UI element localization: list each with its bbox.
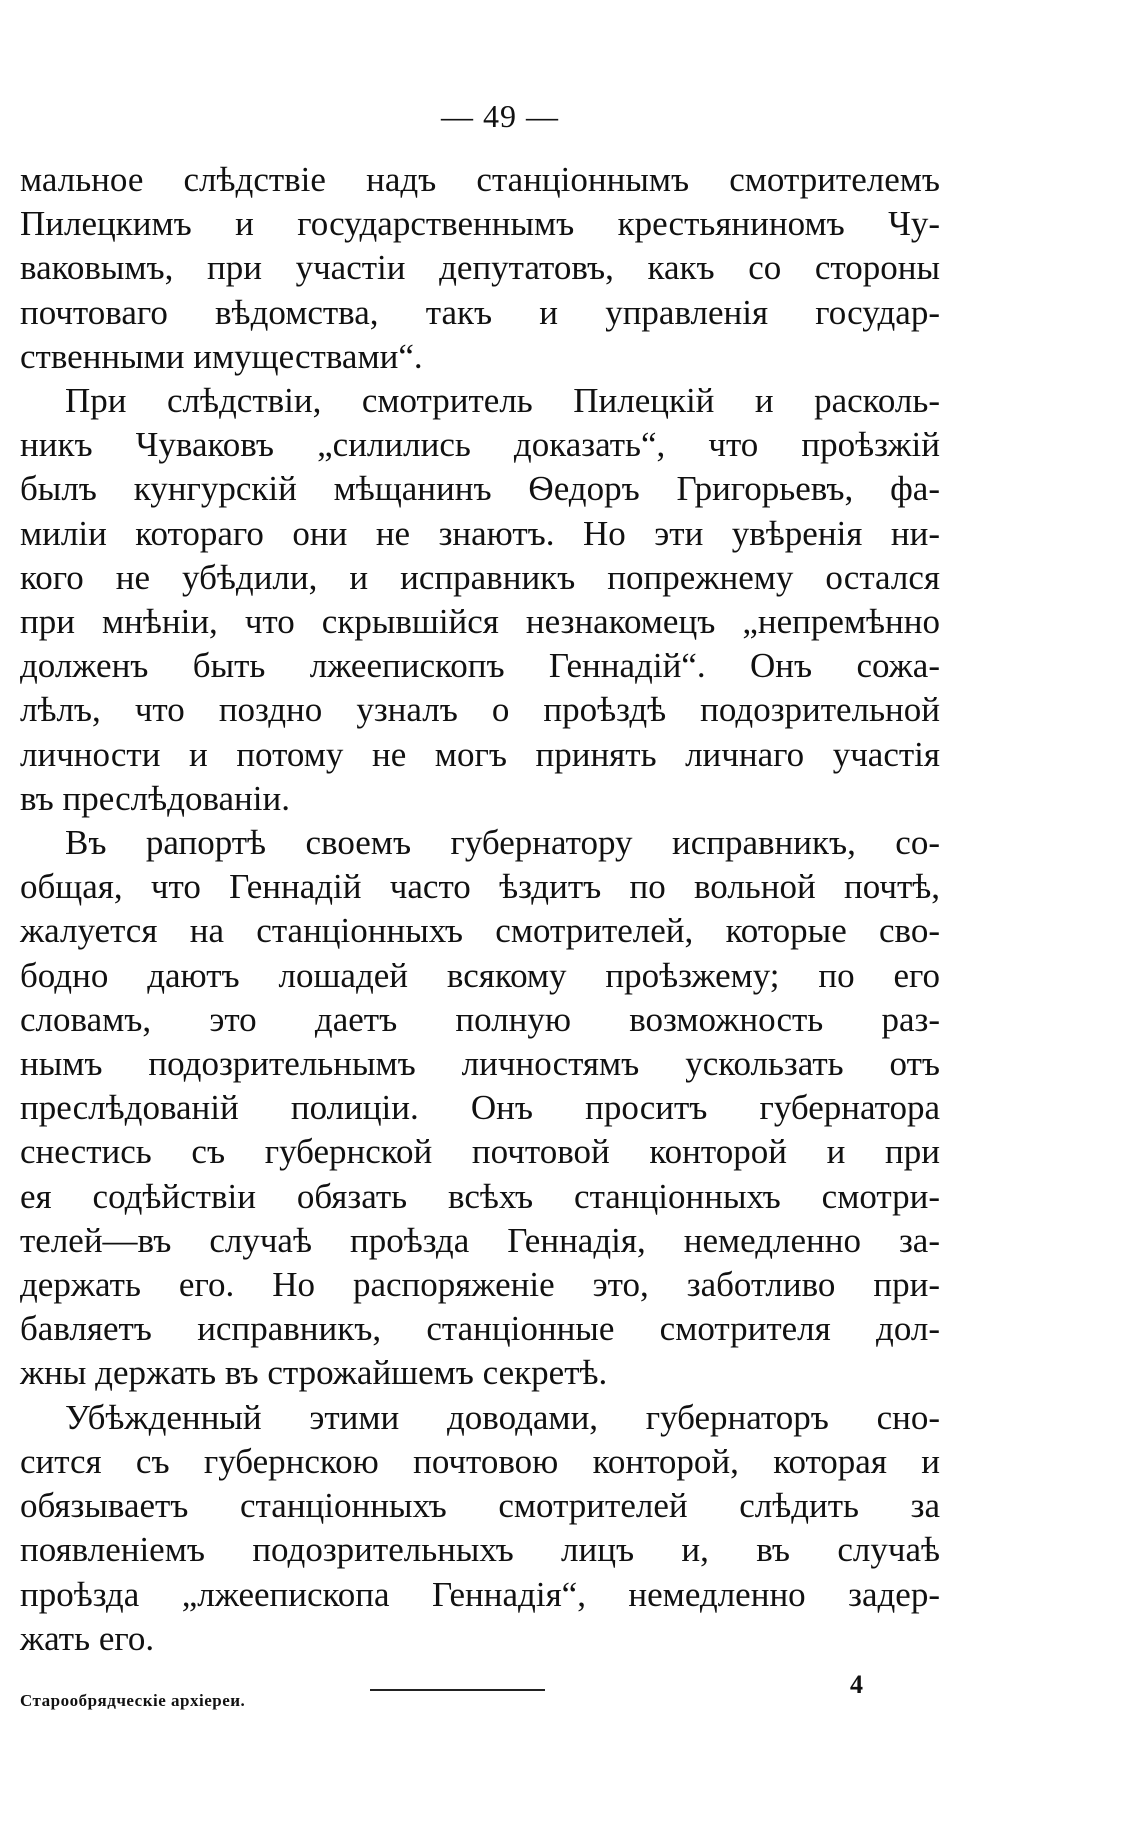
signature-line: Старообрядческіе архіереи. xyxy=(20,1691,246,1710)
text-line: телей—въ случаѣ проѣзда Геннадія, немедленно за- xyxy=(20,1220,940,1260)
text-line: жны держать въ строжайшемъ секретѣ. xyxy=(20,1353,608,1393)
text-line: Убѣжденный этими доводами, губернаторъ сно- xyxy=(65,1397,940,1437)
text-line: появленіемъ подозрительныхъ лицъ и, въ случаѣ xyxy=(20,1530,940,1570)
text-line: жать его. xyxy=(20,1618,155,1658)
text-line: Пилецкимъ и государственнымъ крестьяниномъ Чу- xyxy=(20,204,940,244)
text-line: бодно даютъ лошадей всякому проѣзжему; по его xyxy=(20,955,940,995)
text-line: преслѣдованій полиціи. Онъ проситъ губернатора xyxy=(20,1088,940,1128)
text-line: кого не убѣдили, и исправникъ попрежнему остался xyxy=(20,557,940,597)
text-line: при мнѣніи, что скрывшійся незнакомецъ „непремѣнно xyxy=(20,602,940,642)
text-line: лѣлъ, что поздно узналъ о проѣздѣ подозрительной xyxy=(20,690,940,730)
text-line: бавляетъ исправникъ, станціонные смотрителя дол- xyxy=(20,1309,940,1349)
text-line: почтоваго вѣдомства, такъ и управленія государ- xyxy=(20,292,940,332)
paragraph-3 xyxy=(20,821,940,1396)
text-line: снестись съ губернской почтовой конторой и при xyxy=(20,1132,940,1172)
text-line: миліи котораго они не знаютъ. Но эти увѣренія ни- xyxy=(20,513,940,553)
paragraph-2 xyxy=(20,379,940,821)
paragraph-4 xyxy=(20,1396,940,1661)
text-line: сится съ губернскою почтовою конторой, которая и xyxy=(20,1441,940,1481)
text-line: ственными имуществами“. xyxy=(20,336,423,376)
text-line: словамъ, это даетъ полную возможность раз- xyxy=(20,999,940,1039)
text-line: мальное слѣдствіе надъ станціоннымъ смотрителемъ xyxy=(20,160,940,199)
text-line: проѣзда „лжеепископа Геннадія“, немедленно задер- xyxy=(20,1574,940,1614)
text-line: Въ рапортѣ своемъ губернатору исправникъ, со- xyxy=(65,823,940,863)
text-line: долженъ быть лжеепископъ Геннадій“. Онъ сожа- xyxy=(20,646,940,686)
text-line: жалуется на станціонныхъ смотрителей, которые сво- xyxy=(20,911,940,951)
page-number: — 49 — xyxy=(441,98,559,134)
paragraph-1 xyxy=(20,158,940,379)
text-line: При слѣдствіи, смотритель Пилецкій и расколь- xyxy=(65,381,940,421)
footer-divider xyxy=(370,1689,545,1691)
text-line: былъ кунгурскій мѣщанинъ Ѳедоръ Григорьевъ, фа- xyxy=(20,469,940,509)
body-text xyxy=(20,158,940,1661)
text-line: ея содѣйствіи обязать всѣхъ станціонныхъ смотри- xyxy=(20,1176,940,1216)
text-line: личности и потому не могъ принять личнаго участія xyxy=(20,734,940,774)
text-line: ваковымъ, при участіи депутатовъ, какъ со стороны xyxy=(20,248,940,288)
text-line: общая, что Геннадій часто ѣздитъ по вольной почтѣ, xyxy=(20,867,940,907)
text-line: держать его. Но распоряженіе это, заботливо при- xyxy=(20,1265,940,1305)
signature-mark: 4 xyxy=(850,1670,863,1699)
text-line: въ преслѣдованіи. xyxy=(20,778,290,818)
text-line: никъ Чуваковъ „силились доказать“, что проѣзжій xyxy=(20,425,940,465)
text-line: нымъ подозрительнымъ личностямъ ускользать отъ xyxy=(20,1044,940,1084)
text-line: обязываетъ станціонныхъ смотрителей слѣдить за xyxy=(20,1486,940,1526)
